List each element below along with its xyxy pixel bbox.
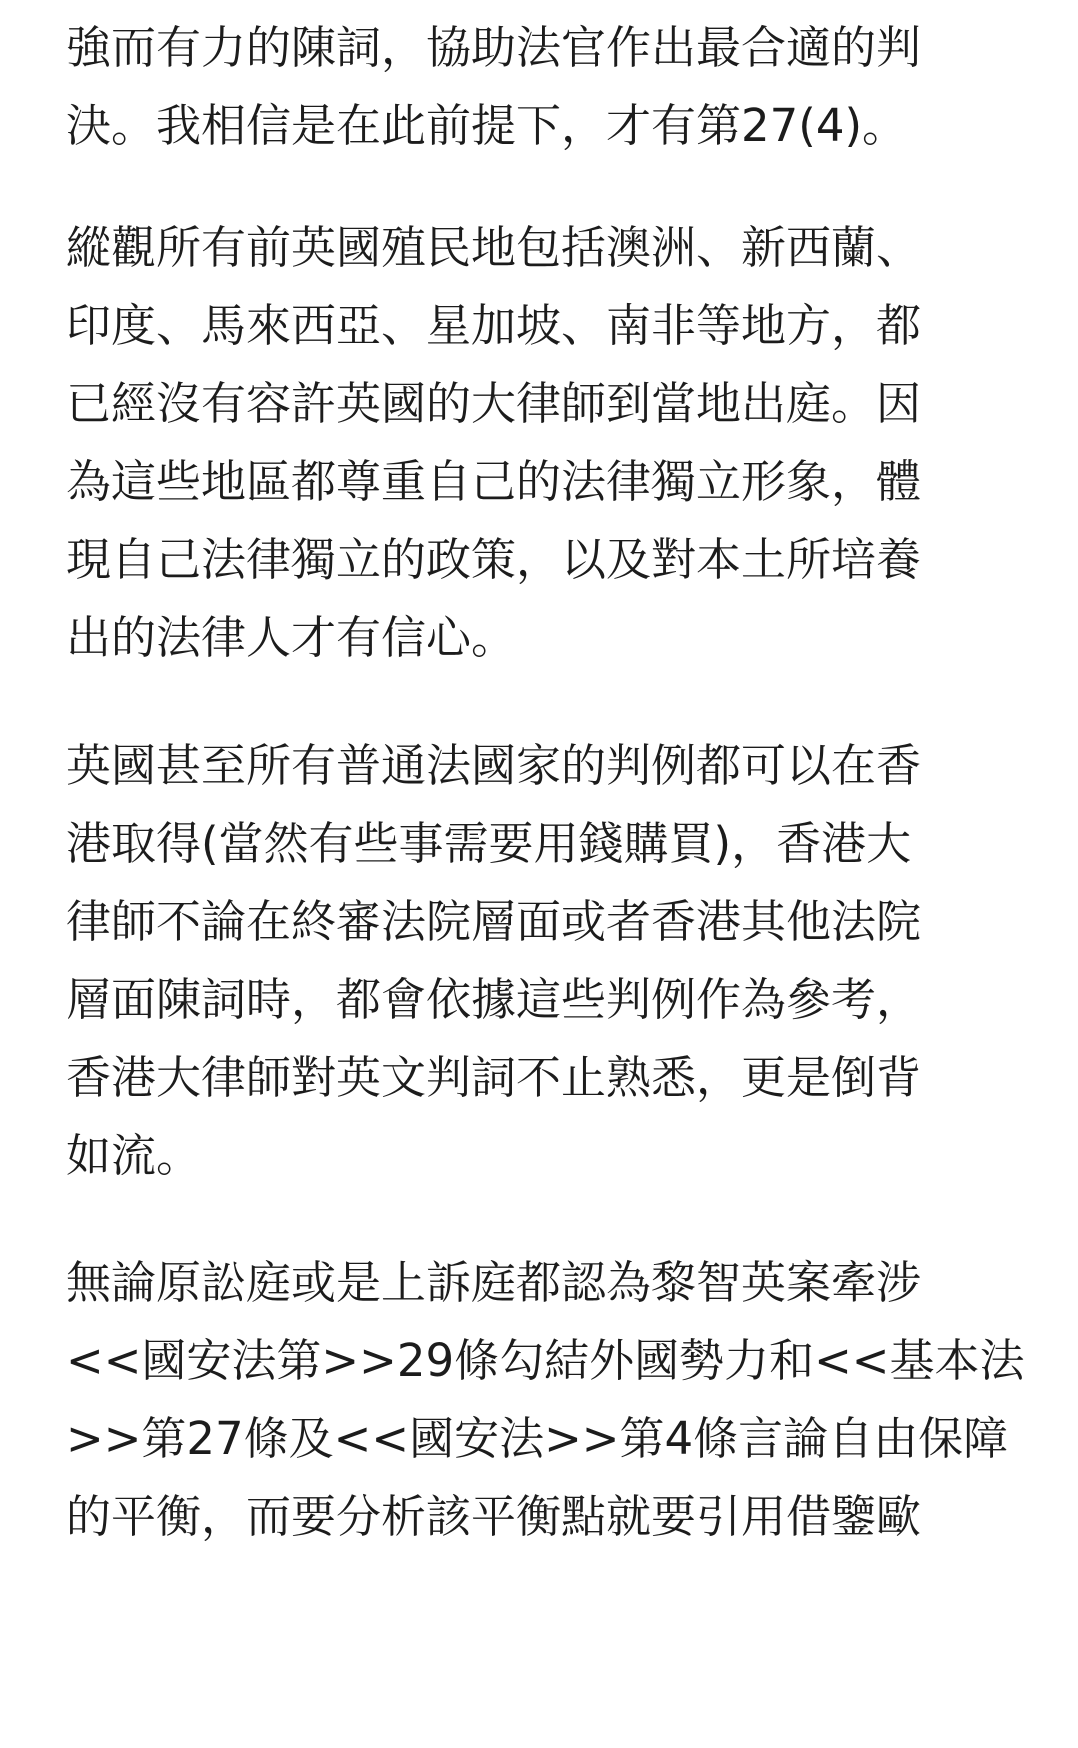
- paragraph-2-line-4: 為這些地區都尊重自己的法律獨立形象，體: [66, 455, 922, 508]
- paragraph-4-line-1: 無論原訟庭或是上訴庭都認為黎智英案牽涉: [66, 1256, 922, 1309]
- paragraph-3-line-5: 香港大律師對英文判詞不止熟悉，更是倒背: [66, 1051, 922, 1104]
- paragraph-3-line-6: 如流。: [66, 1129, 202, 1182]
- paragraph-2-line-6: 出的法律人才有信心。: [66, 611, 517, 664]
- paragraph-2-line-2: 印度、馬來西亞、星加坡、南非等地方，都: [66, 299, 922, 352]
- paragraph-2-line-3: 已經沒有容許英國的大律師到當地出庭。因: [66, 377, 922, 430]
- paragraph-2-line-1: 縱觀所有前英國殖民地包括澳洲、新西蘭、: [66, 221, 922, 274]
- paragraph-4-line-4: 的平衡，而要分析該平衡點就要引用借鑒歐: [66, 1490, 922, 1543]
- paragraph-4-line-2: <<國安法第>>29條勾結外國勢力和<<基本法: [66, 1334, 1025, 1387]
- paragraph-3-line-2: 港取得(當然有些事需要用錢購買)，香港大: [66, 817, 912, 870]
- paragraph-1-line-2: 決。我相信是在此前提下，才有第27(4)。: [66, 99, 908, 152]
- paragraph-3-line-4: 層面陳詞時，都會依據這些判例作為參考，: [66, 973, 922, 1026]
- paragraph-1-line-1: 強而有力的陳詞，協助法官作出最合適的判: [66, 21, 922, 74]
- paragraph-3-line-1: 英國甚至所有普通法國家的判例都可以在香: [66, 739, 922, 792]
- paragraph-4-line-3: >>第27條及<<國安法>>第4條言論自由保障: [66, 1412, 1009, 1465]
- paragraph-3-line-3: 律師不論在終審法院層面或者香港其他法院: [66, 895, 922, 948]
- paragraph-2-line-5: 現自己法律獨立的政策，以及對本土所培養: [66, 533, 922, 586]
